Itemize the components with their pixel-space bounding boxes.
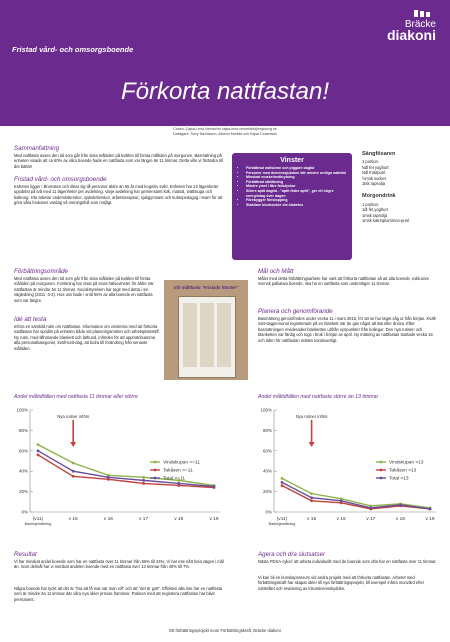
y-tick-label: 0%: [265, 509, 272, 515]
x-tick-sublabel: Baslinjemätning: [24, 522, 52, 526]
legend-marker: [154, 477, 157, 480]
data-point: [37, 449, 40, 452]
sangfosaren-heading: Sängfösaren: [362, 151, 396, 157]
data-point: [142, 476, 145, 479]
vinster-box: [232, 153, 352, 260]
legend-marker: [154, 469, 157, 472]
agera-heading: Agera och dra slutsatser: [258, 551, 326, 558]
recipe-line: 1tsk rapsolja: [362, 181, 385, 187]
data-point: [37, 453, 40, 456]
y-tick-label: 80%: [18, 427, 28, 433]
data-point: [142, 482, 145, 485]
board-panel: [200, 303, 214, 367]
data-point: [281, 481, 284, 484]
resultat-heading: Resultat: [14, 551, 37, 558]
recipe-line: 1msk katrinplommon-puré: [362, 218, 410, 224]
legend-label: Takåsen >=11: [163, 468, 193, 474]
y-tick-label: 100%: [260, 407, 272, 413]
data-point: [213, 485, 216, 488]
vinster-item: • Personer med demenssjukdom blir mindre oroliga nattetid: [246, 171, 349, 176]
page-title: Förkorta nattfastan!: [120, 78, 330, 105]
logo-line2: diakoni: [386, 27, 436, 43]
forbattringsomrade-heading: Förbättringsområde: [14, 268, 68, 275]
x-tick-label: (v11): [32, 517, 44, 522]
data-point: [429, 508, 432, 511]
vinster-item: • Förbättrad nattsömn och piggare dagtid: [246, 166, 349, 171]
recipe-line: Ndl fet yoghurt: [362, 164, 389, 170]
left-line-chart: [8, 400, 228, 538]
legend-label: Vindskupan >=11: [163, 460, 200, 466]
data-point: [177, 482, 180, 485]
header-banner: [0, 0, 450, 126]
data-point: [72, 475, 75, 478]
coach-info: [0, 127, 450, 137]
legend-label: Vindskupan >13: [389, 460, 424, 466]
coach-line: Coach: Cajsa-Lena Verneklint cajsa-lena.verneklint@regionvg.se: [173, 127, 277, 131]
planera-heading: Planera och genomförande: [258, 308, 333, 315]
ide-heading: Idé att testa: [14, 316, 47, 323]
data-point: [72, 470, 75, 473]
vinster-item: • Större aptit dagtid - "aptit föder aptit", ger ett högre energiintag över dagen: [246, 189, 349, 198]
data-point: [340, 499, 343, 502]
annotation-label: Nya rutiner införs: [295, 414, 328, 419]
x-tick-label: v 19: [209, 517, 219, 522]
sammanfattning-text: Med nattfasta avses den tid som går från sista måltiden på kvällen till första måltiden på morgonen. Basmätning på enheten visade att ca 60% av våra boende hade en nattfasta som var längre än 11 timmar. Detta ville vi förändra till det bättre!: [14, 153, 223, 169]
x-tick-label: v 16: [103, 517, 113, 522]
recipe-line: Ndl fruktpuré: [362, 170, 386, 176]
resultat-text-1: Vi har minskat andel boende som har en nattfasta över 11 timmar från 56% till 24%. Vi har inte nått hela vägen i mål än. Som delmål har vi minskat andelen boende med en nattfasta över 13 timmar från 40% till 7%.: [14, 559, 224, 570]
sammanfattning-heading: Sammanfattning: [14, 145, 60, 152]
x-tick-label: v 19: [425, 517, 435, 522]
y-tick-label: 80%: [262, 427, 272, 433]
data-point: [310, 492, 313, 495]
data-point: [310, 496, 313, 499]
recipe-sidebar: [362, 150, 442, 223]
logo: [387, 19, 436, 41]
legend-label: Total >=11: [163, 476, 186, 482]
legend-label: Takåsen >13: [389, 468, 417, 474]
y-tick-label: 100%: [16, 407, 28, 413]
vinster-item: • Stabilare blodsocker vid diabetes: [246, 203, 349, 208]
data-point: [142, 479, 145, 482]
data-point: [281, 477, 284, 480]
agera-text-2: Vi kan bli en kunskapsresurs vid andra projekt med att förkorta nattfastan. Arbetet med förbättringskraft har skapat idéer till nya förbättringsprojekt, till exempel införa munvård efter nattmålet och revidering av inkontinensskydden.: [258, 575, 425, 591]
forbattringsomrade-text: Med nattfasta avses den tid som går från sista måltiden på kvällen till första måltiden på morgonen. Forskning har visat på stora hälsovinster för äldre när nattfastan är mindre än 11 timmar. Socialstyrelsen har tagit med detta i sin vägledning (2011 -3-2). Hos oss hade i snitt 56% av alla boende en nattfasta som var längre.: [14, 276, 154, 303]
y-tick-label: 20%: [18, 489, 28, 495]
header-subtitle: Fristad vård- och omsorgsboende: [12, 45, 134, 54]
legend-marker: [380, 461, 383, 464]
mal-heading: Mål och Mått: [258, 268, 294, 275]
x-tick-label: (v11): [276, 517, 288, 522]
annotation-arrowhead: [309, 442, 315, 447]
resultat-text-2: Några boende har tyckt att det är "bra att få mat när man vill" och att "det är gott". Effekten alla inte har en nattfasta som är mindre än 11 timmar där våra nya idéer prövas framöver. Rutinen med att registrera nattfastan har blivit permanent.: [14, 586, 223, 602]
ide-text: Införa en särskild rutin om nattfastan. Information om vinsterna med att förkorta nattfastan har spridits på enheten både vid planeringsmöten och arbetsplatsträff. Ny rutin, med tillhörande blankett och lathund, infördes för att uppmärksamma alla personalkategorier, kväll-natt-dag, att bidra till förändring från senaste måltiden.: [14, 324, 160, 351]
x-tick-label: v 15: [68, 517, 78, 522]
poster-photo: [164, 280, 248, 380]
y-tick-label: 40%: [262, 468, 272, 474]
y-tick-label: 0%: [21, 509, 28, 515]
data-point: [310, 499, 313, 502]
data-point: [281, 484, 284, 487]
x-tick-label: v 18: [174, 517, 184, 522]
y-tick-label: 60%: [262, 448, 272, 454]
annotation-label: Nya rutiner införs: [57, 414, 90, 419]
vinster-item: • Mindre ymel i fåre fallolyckor: [246, 184, 349, 189]
recipe-line: ½msk socker: [362, 175, 387, 181]
data-point: [72, 462, 75, 465]
participants-line: Deltagare: Tolvy Davidsson, Alberto Marklia och Kajsa Cesarssek: [173, 132, 277, 136]
x-tick-sublabel: Baslinjemätning: [268, 522, 296, 526]
recipe-line: 1 portion.: [362, 159, 380, 165]
right-line-chart: [252, 400, 444, 538]
mal-text: Målet med detta förbättringsarbete har varit att förkorta nattfastan så att alla boende, exklusive svensk palliativa boende, ska ha en nattfasta som understiger 11 timmar.: [258, 276, 429, 287]
y-tick-label: 60%: [18, 448, 28, 454]
left-chart-title: Andel måltidfällen med nattfasta 11 timmar eller större: [14, 394, 138, 400]
data-point: [37, 443, 40, 446]
recipe-line: 1msk rapsolja: [362, 212, 388, 218]
legend-label: Total >13: [389, 476, 409, 482]
vinster-item: • Förebygger fönstopping: [246, 198, 349, 203]
board-panel: [217, 303, 231, 367]
vinster-item: • Minskad muskelnedbrytning: [246, 175, 349, 180]
data-point: [107, 476, 110, 479]
x-tick-label: v 17: [139, 517, 149, 522]
x-tick-label: v 15: [307, 517, 317, 522]
vinster-heading: Vinster: [280, 157, 304, 164]
x-tick-label: v 18: [395, 517, 405, 522]
right-chart-title: Andel måltidfällen med nattfasta större än 13 timmar: [258, 394, 379, 400]
board-panel: [183, 303, 197, 367]
x-tick-label: v 17: [366, 517, 376, 522]
recipe-line: 1dl fet yoghurt: [362, 207, 388, 213]
legend-marker: [380, 469, 383, 472]
legend-marker: [154, 461, 157, 464]
planera-text: Basmätning genomfördes under vecka 11 i mars 2015, för att se hur läget såg ut från början. Kväll-natt-dagpersonal registrerade på en blankett när de gav något att äta eller dricka. Efter basmätningen reviderades blanketten utifrån synpunkter från kollegor. Den nya rutinen och blanketten var färdig och togs i bruk i början av april. Ny mätning av nattfastan startade vecka 15 och tiden för nattfastan mättes kontinuerligt.: [258, 316, 437, 343]
footer-text: Ett förbättringsprojekt inom Förbättringskraft, Bräcke diakoni: [169, 628, 281, 633]
logo-line1: Bräcke: [404, 19, 436, 30]
morgondrink-heading: Morgondrink: [362, 193, 396, 200]
agera-text-1: Nästa PDSA-cykel: att arbeta individuellt med de boende som ofta har en nattfasta över 11 timmar.: [258, 559, 437, 564]
annotation-arrowhead: [70, 442, 76, 447]
recipe-line: 1 portion.: [362, 201, 380, 207]
window-board: [178, 296, 236, 378]
x-tick-label: v 16: [336, 517, 346, 522]
vinster-list: [232, 166, 352, 207]
legend-marker: [380, 477, 383, 480]
y-tick-label: 20%: [262, 489, 272, 495]
vinster-item: • Förbättrad sårläkning: [246, 180, 349, 185]
data-point: [399, 503, 402, 506]
data-point: [369, 507, 372, 510]
fristad-text: Enheten ligger i Bromsten och riktar sig till personer äldre än 65 år med kognitiv svikt. Enheten har 22 lägenheter uppdelat på två med 11 lägenheter per avdelning. Varje avdelning har gemensamt kök, matsal, tvättstuga och balkong. Här arbetar undersköterskor, sjuksköterskor, arbetsterapeut, sjukgymnast och kulturpedagog i team för att göra våra brukares vardag så meningsfull som möjligt.: [14, 184, 223, 206]
fristad-heading: Fristad vård- och omsorgsboende: [14, 176, 107, 183]
logo-mark-icon: [396, 10, 436, 18]
photo-caption: Vår målttavla "Fristads fönster": [173, 285, 239, 290]
y-tick-label: 40%: [18, 468, 28, 474]
